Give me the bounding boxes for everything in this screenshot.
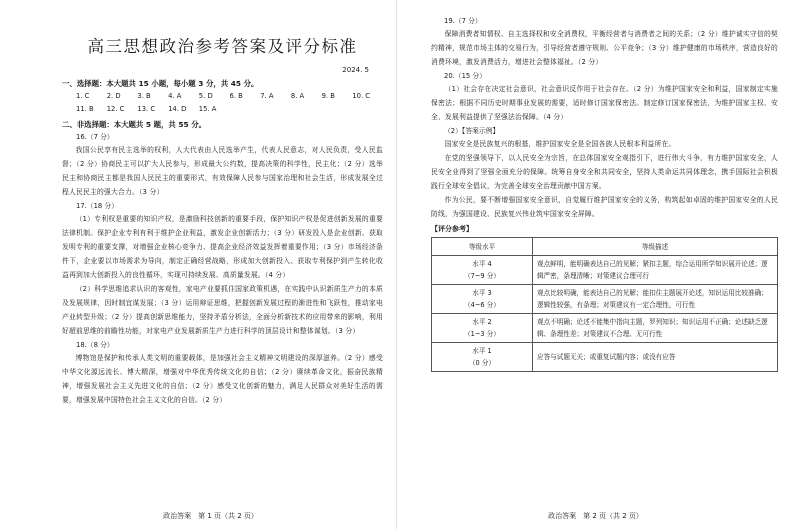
scoring-reference-label: 【评分参考】 <box>431 225 473 233</box>
table-row <box>432 285 778 314</box>
level-name: 水平 2 <box>472 318 492 326</box>
question-20-heading: 20.（15 分） <box>444 72 487 80</box>
answer-item: 6. B <box>229 92 243 100</box>
answer-item: 10. C <box>352 92 371 100</box>
level-range: （7~9 分） <box>464 272 500 280</box>
level-description: 观点鲜明，能明确表达自己的见解；紧扣主题，综合运用所学知识展开论述；逻辑严密，条理清晰；对策建议合理可行 <box>533 256 778 285</box>
answer-item: 11. B <box>76 105 94 113</box>
level-cell <box>432 343 533 372</box>
level-cell <box>432 285 533 314</box>
answer-item: 2. D <box>106 92 121 100</box>
question-17-heading: 17.（18 分） <box>76 202 119 210</box>
level-description: 观点不明确；论述不能集中指向主题，罗列知识；知识运用不正确；论述缺乏逻辑、条理性差；对策建议不合理、无可行性 <box>533 314 778 343</box>
question-17-part-1: （1）专利权是重要的知识产权，是激励科技创新的重要手段，保护知识产权是促进创新发展的重要法律机制。保护企业专利有利于维护企业利益，激发企业创新活力；（3 分）研发投入是企业创新、获取发明专利的重要支撑，对增强企业核心竞争力、提高企业经济效益发挥着重要作用；（3 分）市场经济条件下，企业要以市场需求为导向，制定正确经营战略，形成加大创新投入、获取专利保护到产生转化收益再到加大创新投入的良性循环，实现可持续发展、高质量发展。（4 分） <box>62 215 383 279</box>
table-row <box>432 314 778 343</box>
table-row <box>432 343 778 372</box>
answer-item: 1. C <box>76 92 90 100</box>
table-header-level: 等级水平 <box>432 238 533 256</box>
question-19-answer: 保障消费者知情权、自主选择权和安全消费权，平衡经营者与消费者之间的关系；（2 分）维护诚实守信的契约精神，规范市场主体的交易行为，引导经营者遵守规则、公平竞争；（3 分）维护健康的市场秩序，营造良好的消费环境，激发消费活力，增进社会整体福祉。（2 分） <box>431 30 778 66</box>
table-row <box>432 256 778 285</box>
document-date: 2024. 5 <box>342 66 369 74</box>
answer-item: 15. A <box>198 105 217 113</box>
level-cell <box>432 314 533 343</box>
table-header-description: 等级描述 <box>533 238 778 256</box>
level-description: 观点比较明确，能表达自己的见解；能扣住主题展开论述，知识运用比较准确；逻辑性较强，有条理；对策建议有一定合理性，可行性 <box>533 285 778 314</box>
level-range: （1~3 分） <box>464 330 500 338</box>
level-name: 水平 1 <box>472 347 492 355</box>
level-name: 水平 3 <box>472 289 492 297</box>
answer-item: 4. A <box>168 92 182 100</box>
section-2-heading: 二、非选择题：本大题共 5 题，共 55 分。 <box>62 120 206 129</box>
page-1-footer: 政治答案 第 1 页（共 2 页） <box>163 512 258 520</box>
question-17-part-2: （2）科学思维追求认识的客观性，家电产业要抓住国家政策机遇，在实践中认识新质生产力的本质及发展规律，因时制宜谋发展；（3 分）运用辩证思维，把握创新发展过程的渐进性和飞跃性，推动家电产业转型升级；（2 分）提高创新思维能力，坚持矛盾分析法，全面分析新技术的应用带来的影响，利用好超前思维的前瞻性功能，对家电产业发展新质生产力进行科学的顶层设计和整体谋划。（3 分） <box>62 285 383 335</box>
section-1-heading: 一、选择题：本大题共 15 小题，每小题 3 分，共 45 分。 <box>62 79 259 88</box>
question-20-sample-p3: 作为公民，要不断增强国家安全意识，自觉履行维护国家安全的义务，构筑起如卓固的维护国家安全的人民防线，为强国建设、民族复兴伟业筑牢国家安全屏障。 <box>431 196 778 218</box>
question-18-answer: 博物馆是保护和传承人类文明的重要载体，是加强社会主义精神文明建设的深厚滋养。（2 分）感受中华文化源远流长、博大精深，增强对中华优秀传统文化的自信；（2 分）赓续革命文化，振奋民族精神，增强发展社会主义先进文化的自信；（2 分）感受文化创新的魅力，满足人民群众对美好生活的需要，增强发展中国特色社会主义文化的自信。（2 分） <box>62 354 383 404</box>
answer-item: 3. B <box>137 92 151 100</box>
question-20-part-1: （1）社会存在决定社会意识，社会意识反作用于社会存在。（2 分）为维护国家安全和利益，国家制定实施保密法；根据不同历史时期事业发展的需要，适时修订国家保密法。制定修订国家保密法，为维护国家主权、安全、发展利益提供了坚强法治保障。（4 分） <box>431 85 778 121</box>
level-cell <box>432 256 533 285</box>
question-20-part-2-heading: （2）【答案示例】 <box>444 127 500 135</box>
answer-item: 5. D <box>198 92 213 100</box>
page-2 <box>397 0 794 529</box>
table-header-row <box>432 238 778 256</box>
answer-item: 13. C <box>137 105 156 113</box>
question-20-sample-p1: 国家安全是民族复兴的根基，维护国家安全是全国各族人民根本利益所在。 <box>444 140 676 148</box>
scoring-table <box>431 237 778 372</box>
answer-item: 12. C <box>106 105 125 113</box>
answer-item: 8. A <box>290 92 305 100</box>
question-19-heading: 19.（7 分） <box>444 17 482 25</box>
level-name: 水平 4 <box>472 260 492 268</box>
question-16-heading: 16.（7 分） <box>76 133 114 141</box>
answer-item: 14. D <box>168 105 187 113</box>
question-20-sample-p2: 在党的坚强领导下，以人民安全为宗旨，在总体国家安全观指引下，进行伟大斗争，有力维护国家安全，人民安全业得到了坚强全面充分的保障。统筹自身安全和共同安全，坚持人类命运共同体理念，携手国际社会积极践行全球安全倡议，为完善全球安全治理贡献中国方案。 <box>431 154 778 190</box>
level-range: （4~6 分） <box>464 301 500 309</box>
level-description: 应答与试题无关；或重复试题内容；或没有应答 <box>533 343 778 372</box>
answer-row-1 <box>62 91 383 102</box>
level-range: （0 分） <box>468 359 496 367</box>
answer-item: 9. B <box>321 92 335 100</box>
document-title: 高三思想政治参考答案及评分标准 <box>87 37 358 56</box>
answer-row-2 <box>62 104 383 115</box>
question-16-answer: 我国公民享有民主选举的权利，人大代表由人民选举产生，代表人民意志，对人民负责，受人民监督；（2 分）协商民主可以扩大人民参与，形成最大公约数，提高决策的科学性，民主化；（2 分）选举民主和协商民主都是我国人民民主的重要形式，有效保障人民参与国家治理和社会生活，形成发展全过程人民民主的强大合力。（3 分） <box>62 146 383 196</box>
answer-item: 7. A <box>260 92 274 100</box>
page-2-footer: 政治答案 第 2 页（共 2 页） <box>548 512 643 520</box>
question-18-heading: 18.（8 分） <box>76 341 114 349</box>
